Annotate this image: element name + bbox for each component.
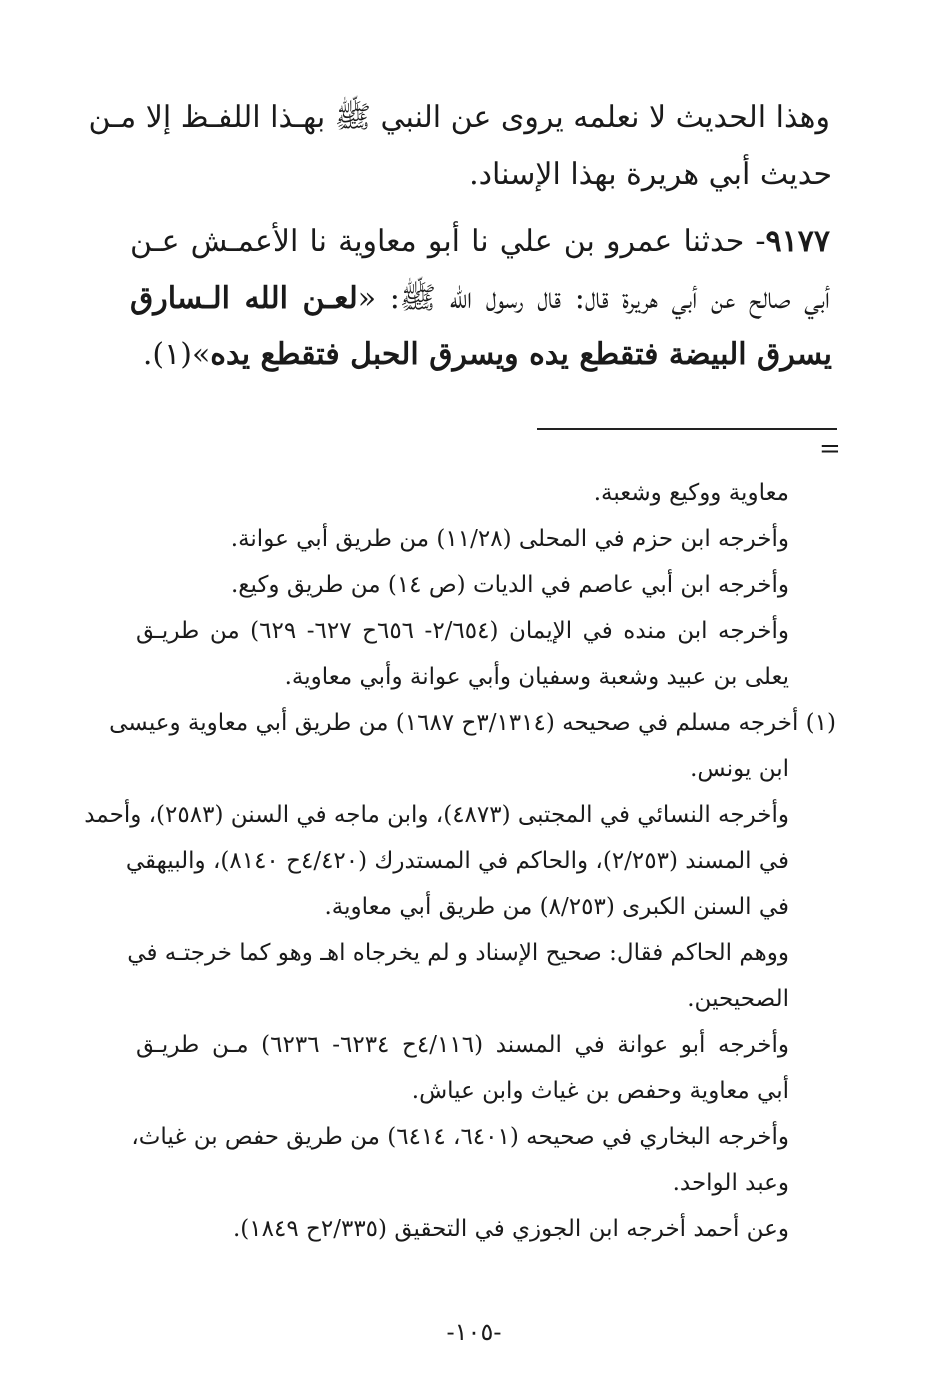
footnote-line: معاوية ووكيع وشعبة.: [593, 480, 789, 506]
footnote-line: ووهم الحاكم فقال: صحيح الإسناد و لم يخرجاه اهـ وهو كما خرجتـه في: [127, 940, 789, 966]
footnote-line: وأخرجه النسائي في المجتبى (٤٨٧٣)، وابن ماجه في السنن (٢٥٨٣)، وأحمد: [84, 802, 789, 828]
footnote-separator: [537, 428, 837, 430]
main-line-1: وهذا الحديث لا نعلمه يروى عن النبي ﷺ بهـذا اللفـظ إلا مـن: [88, 100, 830, 135]
footnote-line: وأخرجه أبو عوانة في المسند (٤/١١٦ح ٦٢٣٤- ٦٢٣٦) مـن طريـق: [136, 1032, 789, 1058]
footnote-line: وعن أحمد أخرجه ابن الجوزي في التحقيق (٢/٣٣٥ح ١٨٤٩).: [232, 1216, 789, 1242]
hadith-number: ٩١٧٧: [765, 224, 830, 259]
hadith-line-1: [130, 222, 830, 262]
footnote-line: يعلى بن عبيد وشعبة وسفيان وأبي عوانة وأبي معاوية.: [284, 664, 789, 690]
hadith-isnad-start: - حدثنا عمرو بن علي نا أبو معاوية نا الأعمـش عـن: [130, 224, 766, 259]
footnote-line: ابن يونس.: [690, 756, 789, 782]
footnote-line: وأخرجه ابن حزم في المحلى (١١/٢٨) من طريق أبي عوانة.: [230, 526, 789, 552]
footnote-line: في المسند (٢/٢٥٣)، والحاكم في المستدرك (٤/٤٢٠ح ٨١٤٠)، والبيهقي: [125, 848, 789, 874]
hadith-isnad-end: أبي صالح عن أبي هريرة قال: قال رسول الله ﷺ: «: [357, 281, 830, 316]
hadith-matn-end: يسرق البيضة فتقطع يده ويسرق الحبل فتقطع يده: [210, 337, 832, 372]
footnote-line: أبي معاوية وحفص بن غياث وابن عياش.: [411, 1078, 789, 1104]
footnote-line: في السنن الكبرى (٨/٢٥٣) من طريق أبي معاوية.: [324, 894, 789, 920]
main-line-2: حديث أبي هريرة بهذا الإسناد.: [469, 157, 832, 192]
footnote-line: الصحيحين.: [687, 986, 789, 1012]
footnote-line: وأخرجه ابن أبي عاصم في الديات (ص ١٤) من طريق وكيع.: [230, 572, 789, 598]
hadith-line-3: [143, 335, 832, 375]
footnote-ref-1: »(١).: [142, 337, 211, 372]
continuation-mark: =: [819, 434, 841, 464]
footnote-1-start: (١) أخرجه مسلم في صحيحه (٣/١٣١٤ح ١٦٨٧) من طريق أبي معاوية وعيسى: [109, 710, 836, 736]
footnote-line: وأخرجه ابن منده في الإيمان (٢/٦٥٤- ٦٥٦ح ٦٢٧- ٦٢٩) من طريـق: [136, 618, 789, 644]
footnote-line: وأخرجه البخاري في صحيحه (٦٤٠١، ٦٤١٤) من طريق حفص بن غياث،: [131, 1124, 789, 1150]
hadith-matn-start: لعـن الله الـسارق: [130, 281, 358, 316]
hadith-line-2: [130, 279, 830, 319]
page-number: -١٠٥-: [446, 1318, 502, 1346]
footnote-line: وعبد الواحد.: [672, 1170, 789, 1196]
